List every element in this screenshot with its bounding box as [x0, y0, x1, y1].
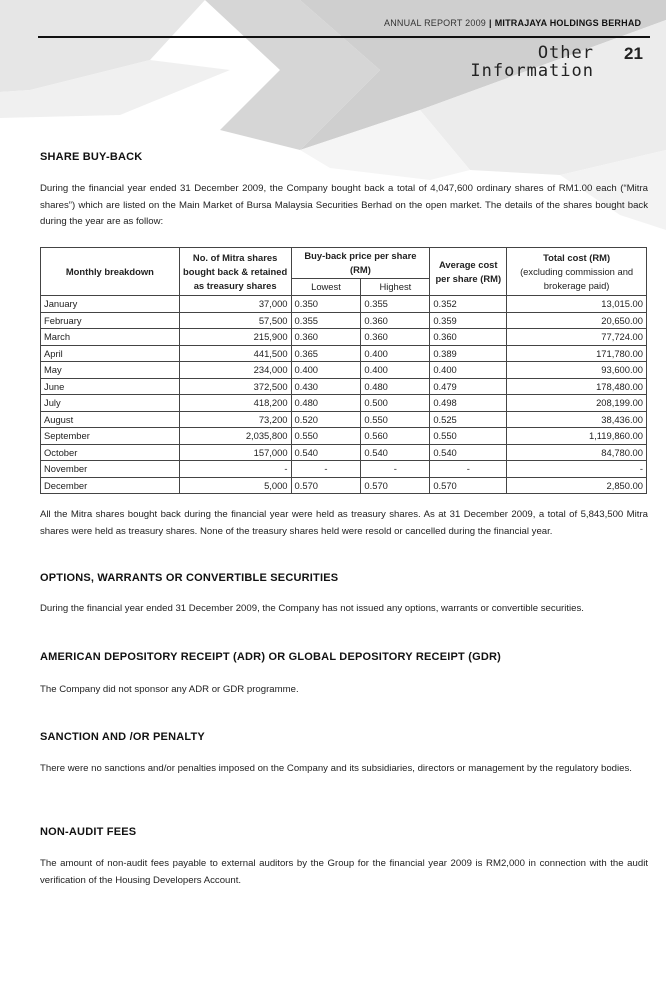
cell-month: February [41, 312, 180, 329]
options-text: During the financial year ended 31 December 2009, the Company has not issued any options, warrants or convertible securities. [40, 603, 584, 614]
cell-total: 13,015.00 [507, 296, 647, 313]
header-rule [38, 36, 650, 38]
cell-shares: 2,035,800 [179, 428, 291, 445]
col-highest-header: Highest [361, 279, 430, 296]
cell-avg: 0.550 [430, 428, 507, 445]
sanction-text: There were no sanctions and/or penalties imposed on the Company and its subsidiaries, directors or management by the regulatory bodies. [40, 763, 632, 774]
cell-lowest: 0.365 [291, 345, 361, 362]
table-row [41, 345, 647, 362]
table-row [41, 329, 647, 346]
cell-lowest: 0.570 [291, 477, 361, 494]
cell-month: September [41, 428, 180, 445]
col-month-header: Monthly breakdown [41, 248, 180, 296]
cell-month: October [41, 444, 180, 461]
cell-lowest: 0.550 [291, 428, 361, 445]
cell-avg: 0.352 [430, 296, 507, 313]
cell-month: December [41, 477, 180, 494]
table-row [41, 296, 647, 313]
report-name: ANNUAL REPORT 2009 [384, 18, 486, 28]
cell-highest: 0.355 [361, 296, 430, 313]
cell-total: - [507, 461, 647, 478]
col-shares-header: No. of Mitra shares bought back & retained as treasury shares [179, 248, 291, 296]
cell-lowest: 0.400 [291, 362, 361, 379]
cell-avg: 0.479 [430, 378, 507, 395]
table-row [41, 444, 647, 461]
table-row [41, 411, 647, 428]
cell-total: 38,436.00 [507, 411, 647, 428]
cell-lowest: 0.350 [291, 296, 361, 313]
section-label-line2: Information [470, 61, 594, 81]
adr-text: The Company did not sponsor any ADR or GDR programme. [40, 684, 299, 695]
table-row [41, 428, 647, 445]
cell-avg: 0.359 [430, 312, 507, 329]
sanction-heading: SANCTION AND /OR PENALTY [40, 731, 205, 743]
cell-shares: 73,200 [179, 411, 291, 428]
cell-month: July [41, 395, 180, 412]
share-buyback-intro: During the financial year ended 31 December 2009, the Company bought back a total of 4,047,600 ordinary shares of RM1.00 each (“Mitra shares”) which are listed on the Main Market of Bursa Malaysia Securities Berhad on the open market. The details of the shares bought back during the year are as follow: [40, 183, 648, 227]
cell-lowest: 0.430 [291, 378, 361, 395]
cell-month: April [41, 345, 180, 362]
cell-highest: 0.500 [361, 395, 430, 412]
cell-total: 93,600.00 [507, 362, 647, 379]
col-avg-header: Average cost per share (RM) [430, 248, 507, 296]
table-row [41, 378, 647, 395]
page-number: 21 [624, 44, 643, 63]
cell-highest: 0.400 [361, 345, 430, 362]
cell-lowest: 0.360 [291, 329, 361, 346]
cell-total: 84,780.00 [507, 444, 647, 461]
table-row [41, 312, 647, 329]
non-audit-text: The amount of non-audit fees payable to external auditors by the Group for the financial year 2009 is RM2,000 in connection with the audit verification of the Housing Developers Account. [40, 858, 648, 886]
table-row [41, 395, 647, 412]
cell-highest: 0.400 [361, 362, 430, 379]
cell-avg: 0.498 [430, 395, 507, 412]
col-price-header: Buy-back price per share (RM) [291, 248, 430, 279]
col-total-header [507, 248, 647, 296]
title-separator: | [488, 18, 492, 28]
cell-highest: 0.480 [361, 378, 430, 395]
cell-avg: - [430, 461, 507, 478]
cell-shares: 215,900 [179, 329, 291, 346]
cell-highest: 0.360 [361, 329, 430, 346]
cell-total: 20,650.00 [507, 312, 647, 329]
table-row [41, 362, 647, 379]
cell-month: January [41, 296, 180, 313]
cell-highest: 0.360 [361, 312, 430, 329]
table-row [41, 461, 647, 478]
cell-shares: 418,200 [179, 395, 291, 412]
share-buyback-heading: SHARE BUY-BACK [40, 151, 143, 163]
cell-shares: 234,000 [179, 362, 291, 379]
cell-highest: 0.570 [361, 477, 430, 494]
section-label-line1: Other [537, 43, 594, 63]
cell-avg: 0.360 [430, 329, 507, 346]
cell-shares: 37,000 [179, 296, 291, 313]
cell-total: 178,480.00 [507, 378, 647, 395]
cell-shares: 372,500 [179, 378, 291, 395]
cell-total: 208,199.00 [507, 395, 647, 412]
cell-shares: - [179, 461, 291, 478]
buyback-table [40, 247, 647, 494]
cell-shares: 57,500 [179, 312, 291, 329]
cell-shares: 5,000 [179, 477, 291, 494]
cell-total: 171,780.00 [507, 345, 647, 362]
section-label [470, 44, 594, 80]
cell-total: 1,119,860.00 [507, 428, 647, 445]
cell-lowest: 0.520 [291, 411, 361, 428]
cell-lowest: 0.480 [291, 395, 361, 412]
cell-month: March [41, 329, 180, 346]
cell-lowest: - [291, 461, 361, 478]
cell-avg: 0.400 [430, 362, 507, 379]
cell-month: November [41, 461, 180, 478]
options-heading: OPTIONS, WARRANTS OR CONVERTIBLE SECURITIES [40, 572, 339, 584]
cell-highest: - [361, 461, 430, 478]
share-buyback-summary: All the Mitra shares bought back during the financial year were held as treasury shares. As at 31 December 2009, a total of 5,843,500 Mitra shares were held as treasury shares. None of the treasury shares held were resold or cancelled during the financial year. [40, 509, 648, 537]
cell-lowest: 0.540 [291, 444, 361, 461]
non-audit-heading: NON-AUDIT FEES [40, 826, 137, 838]
cell-lowest: 0.355 [291, 312, 361, 329]
cell-month: August [41, 411, 180, 428]
col-total-header-note: (excluding commission and brokerage paid) [520, 265, 634, 291]
cell-highest: 0.540 [361, 444, 430, 461]
cell-total: 2,850.00 [507, 477, 647, 494]
table-row [41, 477, 647, 494]
col-lowest-header: Lowest [291, 279, 361, 296]
report-title [384, 18, 641, 28]
cell-highest: 0.560 [361, 428, 430, 445]
cell-avg: 0.570 [430, 477, 507, 494]
cell-avg: 0.525 [430, 411, 507, 428]
cell-avg: 0.540 [430, 444, 507, 461]
company-name: MITRAJAYA HOLDINGS BERHAD [494, 18, 642, 28]
col-total-header-main: Total cost (RM) [543, 251, 611, 263]
cell-total: 77,724.00 [507, 329, 647, 346]
cell-shares: 157,000 [179, 444, 291, 461]
adr-heading: AMERICAN DEPOSITORY RECEIPT (ADR) OR GLOBAL DEPOSITORY RECEIPT (GDR) [40, 651, 501, 663]
cell-avg: 0.389 [430, 345, 507, 362]
cell-month: June [41, 378, 180, 395]
cell-shares: 441,500 [179, 345, 291, 362]
cell-highest: 0.550 [361, 411, 430, 428]
cell-month: May [41, 362, 180, 379]
